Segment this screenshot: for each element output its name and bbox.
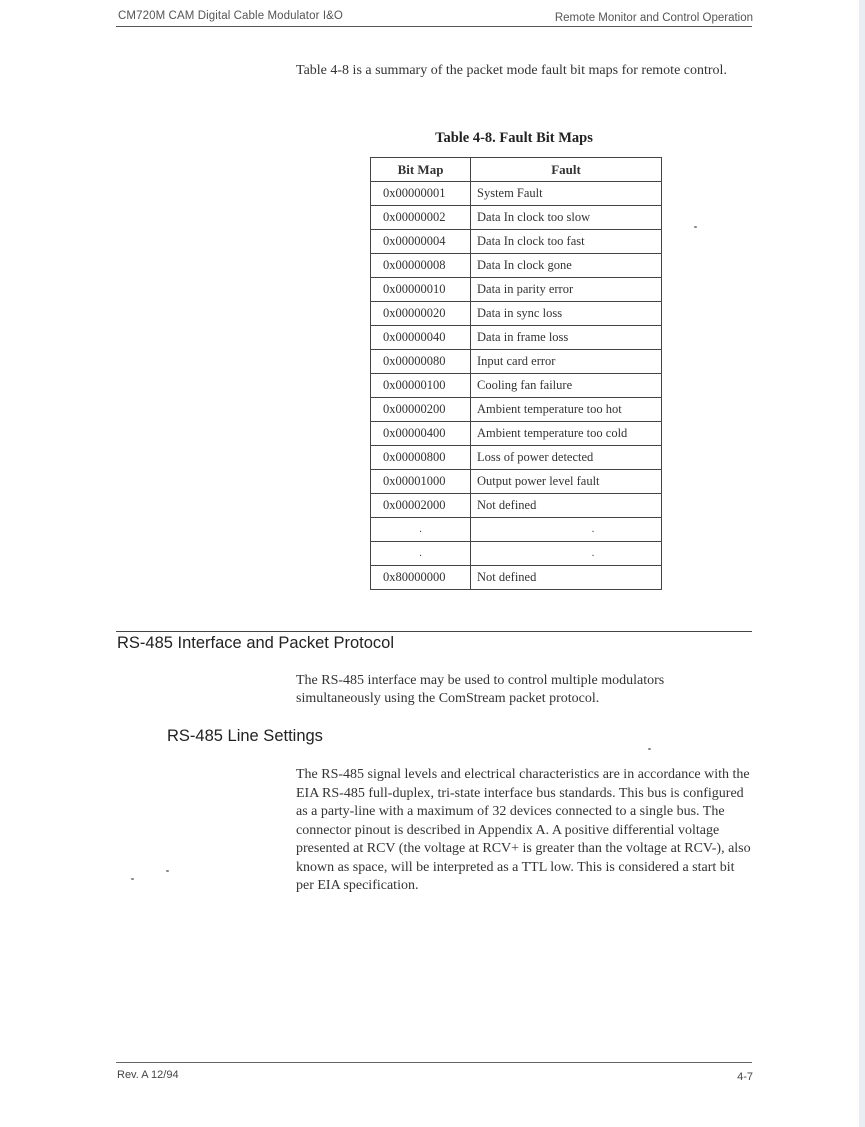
section-heading: RS-485 Interface and Packet Protocol <box>117 634 394 652</box>
table-row <box>371 446 662 470</box>
scan-speck <box>166 870 169 872</box>
fault-cell: Data in sync loss <box>471 302 662 326</box>
running-header-section: Remote Monitor and Control Operation <box>554 12 753 24</box>
bit-map-cell: 0x00000080 <box>371 350 471 374</box>
scan-speck <box>131 878 134 880</box>
ellipsis-cell: . <box>471 518 662 542</box>
scan-speck <box>694 226 697 228</box>
table-row <box>371 278 662 302</box>
page-number: 4-7 <box>737 1071 753 1083</box>
table-row <box>371 302 662 326</box>
bit-map-cell: 0x00000400 <box>371 422 471 446</box>
ellipsis-row <box>371 518 662 542</box>
bit-map-cell: 0x00000002 <box>371 206 471 230</box>
scan-speck <box>648 748 651 750</box>
fault-cell: Data In clock too fast <box>471 230 662 254</box>
page-edge-shadow <box>859 0 865 1127</box>
running-header-title: CM720M CAM Digital Cable Modulator I&O <box>118 10 343 22</box>
ellipsis-cell: . <box>371 542 471 566</box>
fault-bit-map-table <box>370 157 662 590</box>
section-paragraph: The RS-485 interface may be used to control multiple modulators simultaneously using the ComStream packet protocol. <box>296 673 665 706</box>
intro-paragraph: Table 4-8 is a summary of the packet mode fault bit maps for remote control. <box>296 63 727 78</box>
fault-cell: Data in frame loss <box>471 326 662 350</box>
table-row <box>371 470 662 494</box>
ellipsis-cell: . <box>471 542 662 566</box>
table-header-row <box>371 158 662 182</box>
table-caption: Table 4-8. Fault Bit Maps <box>435 130 593 146</box>
bit-map-cell: 0x00000004 <box>371 230 471 254</box>
table-row <box>371 494 662 518</box>
bit-map-cell: 0x00001000 <box>371 470 471 494</box>
bit-map-cell: 0x00000100 <box>371 374 471 398</box>
revision-label: Rev. A 12/94 <box>117 1069 179 1081</box>
bit-map-cell: 0x00000008 <box>371 254 471 278</box>
fault-cell: System Fault <box>471 182 662 206</box>
bit-map-cell: 0x00000010 <box>371 278 471 302</box>
fault-cell: Data In clock too slow <box>471 206 662 230</box>
table-body <box>371 182 662 590</box>
ellipsis-cell: . <box>371 518 471 542</box>
fault-cell: Input card error <box>471 350 662 374</box>
table-row <box>371 566 662 590</box>
table-row <box>371 350 662 374</box>
fault-cell: Cooling fan failure <box>471 374 662 398</box>
header-rule <box>116 26 752 27</box>
bit-map-cell: 0x00000800 <box>371 446 471 470</box>
bit-map-cell: 0x00000200 <box>371 398 471 422</box>
fault-cell: Data In clock gone <box>471 254 662 278</box>
column-header-bit-map: Bit Map <box>371 158 471 182</box>
footer-rule <box>116 1062 752 1063</box>
subsection-heading: RS-485 Line Settings <box>167 727 323 745</box>
bit-map-cell: 0x80000000 <box>371 566 471 590</box>
table-row <box>371 230 662 254</box>
fault-cell: Loss of power detected <box>471 446 662 470</box>
bit-map-cell: 0x00000001 <box>371 182 471 206</box>
fault-cell: Data in parity error <box>471 278 662 302</box>
table-row <box>371 182 662 206</box>
ellipsis-row <box>371 542 662 566</box>
table-row <box>371 422 662 446</box>
table-row <box>371 374 662 398</box>
subsection-paragraph: The RS-485 signal levels and electrical characteristics are in accordance with the EIA RS-485 full-duplex, tri-state interface bus standards. This bus is configured as a party-line with a maximum of 32 devices connected to a single bus. The connector pinout is described in Appendix A. A positive differential voltage presented at RCV (the voltage at RCV+ is greater than the voltage at RCV-), also known as space, will be interpreted as a TTL low. This is considered a start bit per EIA specification. <box>296 767 751 893</box>
fault-cell: Output power level fault <box>471 470 662 494</box>
column-header-fault: Fault <box>471 158 662 182</box>
bit-map-cell: 0x00000020 <box>371 302 471 326</box>
table-row <box>371 206 662 230</box>
table-row <box>371 398 662 422</box>
fault-cell: Not defined <box>471 566 662 590</box>
fault-cell: Not defined <box>471 494 662 518</box>
fault-cell: Ambient temperature too hot <box>471 398 662 422</box>
bit-map-cell: 0x00002000 <box>371 494 471 518</box>
table-row <box>371 326 662 350</box>
table-row <box>371 254 662 278</box>
section-rule <box>116 631 752 632</box>
bit-map-cell: 0x00000040 <box>371 326 471 350</box>
fault-cell: Ambient temperature too cold <box>471 422 662 446</box>
